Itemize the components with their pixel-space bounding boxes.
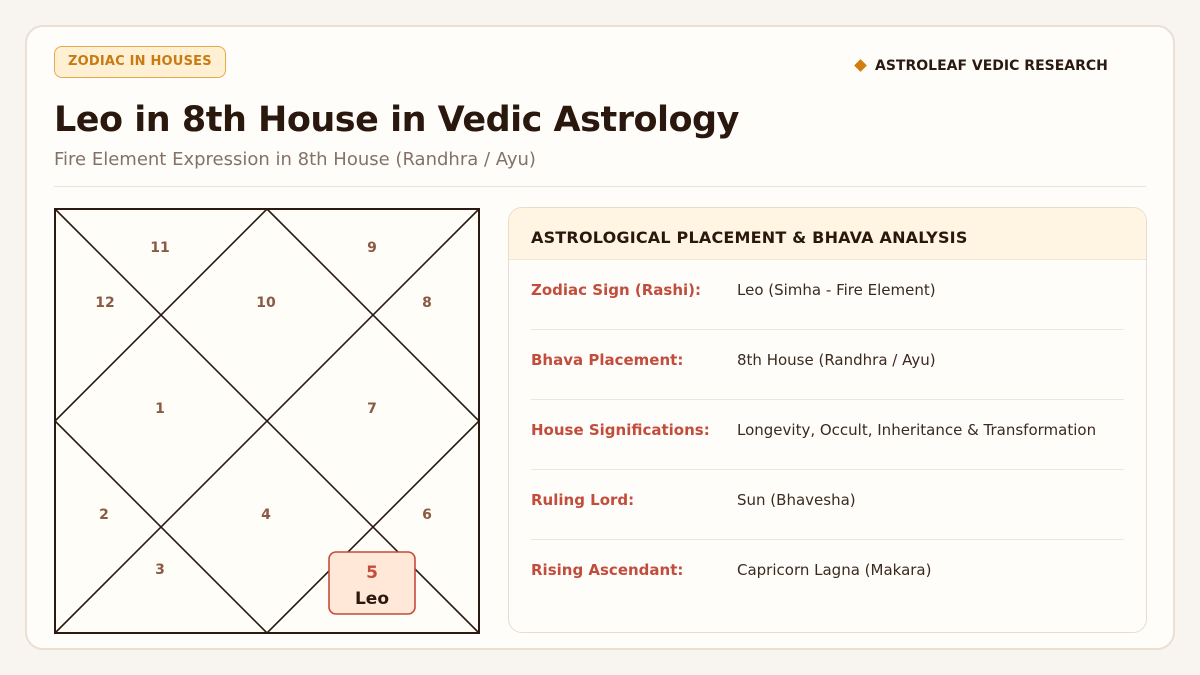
north-indian-chart: [53, 207, 481, 635]
house-number-11: 11: [150, 240, 170, 256]
brand-name: ASTROLEAF VEDIC RESEARCH: [875, 58, 1108, 74]
row-value: Longevity, Occult, Inheritance & Transformation: [737, 421, 1097, 439]
panel-heading: ASTROLOGICAL PLACEMENT & BHAVA ANALYSIS: [509, 208, 1146, 260]
sign-label-leo: Leo: [354, 589, 390, 609]
row-bhava-placement: [531, 330, 1124, 400]
house-number-8: 8: [422, 295, 432, 311]
row-value: Leo (Simha - Fire Element): [737, 281, 936, 299]
house-number-1: 1: [155, 401, 165, 417]
brand-label: [853, 56, 1108, 76]
placement-panel: [508, 207, 1147, 633]
chart-svg: [53, 207, 481, 635]
row-value: Capricorn Lagna (Makara): [737, 561, 932, 579]
house-number-10: 10: [256, 295, 276, 311]
diamond-icon: [854, 59, 867, 72]
row-label: Bhava Placement:: [531, 351, 684, 369]
house-number-9: 9: [367, 240, 377, 256]
row-label: Ruling Lord:: [531, 491, 635, 509]
house-number-6: 6: [422, 507, 432, 523]
house-number-3: 3: [155, 562, 165, 578]
house-number-12: 12: [95, 295, 115, 311]
placement-rows: [509, 260, 1146, 610]
page-subtitle: Fire Element Expression in 8th House (Randhra / Ayu): [54, 149, 536, 170]
row-ruling-lord: [531, 470, 1124, 540]
row-house-significations: [531, 400, 1124, 470]
category-badge: ZODIAC IN HOUSES: [54, 46, 226, 78]
row-value: 8th House (Randhra / Ayu): [737, 351, 936, 369]
highlighted-house-5: [329, 552, 415, 614]
page-title: Leo in 8th House in Vedic Astrology: [54, 100, 739, 140]
house-number-7: 7: [367, 401, 377, 417]
house-number-4: 4: [261, 507, 271, 523]
house-number-5: 5: [366, 563, 378, 583]
row-label: House Significations:: [531, 421, 710, 439]
header-divider: [54, 186, 1146, 187]
row-label: Zodiac Sign (Rashi):: [531, 281, 702, 299]
row-label: Rising Ascendant:: [531, 561, 684, 579]
row-value: Sun (Bhavesha): [737, 491, 856, 509]
row-rising-ascendant: [531, 540, 1124, 610]
row-zodiac-sign: [531, 260, 1124, 330]
house-number-2: 2: [99, 507, 109, 523]
